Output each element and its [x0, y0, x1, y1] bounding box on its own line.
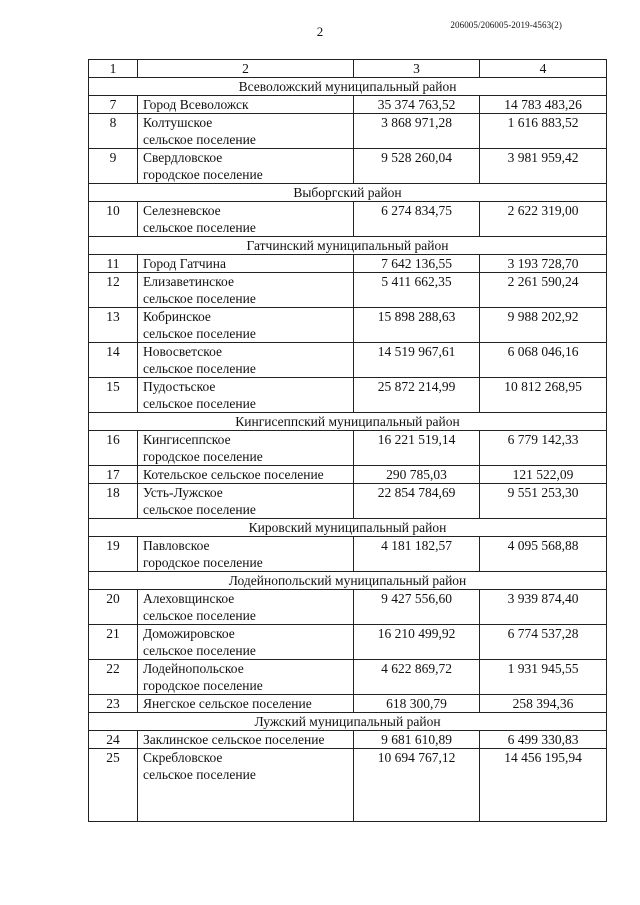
value-col3: 4 622 869,72 — [354, 660, 480, 695]
value-col4: 2 261 590,24 — [480, 273, 607, 308]
section-title: Кировский муниципальный район — [89, 519, 607, 537]
settlement-name: Селезневское сельское поселение — [138, 202, 354, 237]
value-col4: 4 095 568,88 — [480, 537, 607, 572]
value-col3: 5 411 662,35 — [354, 273, 480, 308]
section-header-row — [89, 413, 607, 431]
settlement-name: Город Гатчина — [138, 255, 354, 273]
table-row — [89, 466, 607, 484]
table-row — [89, 343, 607, 378]
settlement-name: Кобринское сельское поселение — [138, 308, 354, 343]
value-col4: 14 783 483,26 — [480, 96, 607, 114]
section-header-row — [89, 519, 607, 537]
value-col3: 9 427 556,60 — [354, 590, 480, 625]
settlement-name: Скребловское сельское поселение — [138, 749, 354, 822]
table-row — [89, 149, 607, 184]
settlement-name: Усть-Лужское сельское поселение — [138, 484, 354, 519]
value-col4: 9 551 253,30 — [480, 484, 607, 519]
value-col3: 10 694 767,12 — [354, 749, 480, 822]
value-col3: 35 374 763,52 — [354, 96, 480, 114]
settlement-name: Кингисеппское городское поселение — [138, 431, 354, 466]
table-row — [89, 378, 607, 413]
row-number: 19 — [89, 537, 138, 572]
row-number: 14 — [89, 343, 138, 378]
row-number: 17 — [89, 466, 138, 484]
row-number: 16 — [89, 431, 138, 466]
value-col4: 10 812 268,95 — [480, 378, 607, 413]
value-col3: 16 210 499,92 — [354, 625, 480, 660]
row-number: 25 — [89, 749, 138, 822]
section-header-row — [89, 713, 607, 731]
settlement-name: Алеховщинское сельское поселение — [138, 590, 354, 625]
value-col4: 9 988 202,92 — [480, 308, 607, 343]
column-header-row — [89, 60, 607, 78]
section-title: Гатчинский муниципальный район — [89, 237, 607, 255]
settlement-name: Янегское сельское поселение — [138, 695, 354, 713]
value-col3: 7 642 136,55 — [354, 255, 480, 273]
settlement-name: Свердловское городское поселение — [138, 149, 354, 184]
column-header: 4 — [480, 60, 607, 78]
settlement-name: Новосветское сельское поселение — [138, 343, 354, 378]
section-title: Лужский муниципальный район — [89, 713, 607, 731]
value-col4: 6 068 046,16 — [480, 343, 607, 378]
value-col4: 6 779 142,33 — [480, 431, 607, 466]
document-id: 206005/206005-2019-4563(2) — [450, 20, 562, 30]
value-col4: 258 394,36 — [480, 695, 607, 713]
row-number: 7 — [89, 96, 138, 114]
table-row — [89, 731, 607, 749]
value-col4: 121 522,09 — [480, 466, 607, 484]
section-title: Выборгский район — [89, 184, 607, 202]
value-col4: 3 939 874,40 — [480, 590, 607, 625]
table-body — [89, 60, 607, 822]
row-number: 12 — [89, 273, 138, 308]
table-row — [89, 255, 607, 273]
section-title: Лодейнопольский муниципальный район — [89, 572, 607, 590]
settlement-name: Заклинское сельское поселение — [138, 731, 354, 749]
budget-table — [88, 59, 607, 822]
row-number: 22 — [89, 660, 138, 695]
row-number: 10 — [89, 202, 138, 237]
table-row — [89, 695, 607, 713]
row-number: 8 — [89, 114, 138, 149]
value-col3: 22 854 784,69 — [354, 484, 480, 519]
value-col3: 6 274 834,75 — [354, 202, 480, 237]
section-header-row — [89, 237, 607, 255]
value-col3: 3 868 971,28 — [354, 114, 480, 149]
value-col4: 1 931 945,55 — [480, 660, 607, 695]
value-col4: 6 774 537,28 — [480, 625, 607, 660]
row-number: 9 — [89, 149, 138, 184]
page-number: 2 — [316, 24, 324, 39]
settlement-name: Лодейнопольское городское поселение — [138, 660, 354, 695]
column-header: 3 — [354, 60, 480, 78]
row-number: 23 — [89, 695, 138, 713]
settlement-name: Павловское городское поселение — [138, 537, 354, 572]
section-title: Кингисеппский муниципальный район — [89, 413, 607, 431]
row-number: 20 — [89, 590, 138, 625]
table-row — [89, 625, 607, 660]
row-number: 21 — [89, 625, 138, 660]
value-col4: 14 456 195,94 — [480, 749, 607, 822]
section-header-row — [89, 78, 607, 96]
settlement-name: Доможировское сельское поселение — [138, 625, 354, 660]
settlement-name: Котельское сельское поселение — [138, 466, 354, 484]
table-row — [89, 308, 607, 343]
table-row — [89, 202, 607, 237]
value-col3: 16 221 519,14 — [354, 431, 480, 466]
column-header: 2 — [138, 60, 354, 78]
settlement-name: Город Всеволожск — [138, 96, 354, 114]
section-header-row — [89, 572, 607, 590]
table-row — [89, 660, 607, 695]
column-header: 1 — [89, 60, 138, 78]
settlement-name: Елизаветинское сельское поселение — [138, 273, 354, 308]
row-number: 15 — [89, 378, 138, 413]
row-number: 24 — [89, 731, 138, 749]
value-col3: 14 519 967,61 — [354, 343, 480, 378]
table-row — [89, 590, 607, 625]
value-col3: 618 300,79 — [354, 695, 480, 713]
table-row — [89, 537, 607, 572]
value-col4: 3 193 728,70 — [480, 255, 607, 273]
settlement-name: Колтушское сельское поселение — [138, 114, 354, 149]
value-col3: 25 872 214,99 — [354, 378, 480, 413]
value-col3: 4 181 182,57 — [354, 537, 480, 572]
table-row — [89, 96, 607, 114]
table-row — [89, 484, 607, 519]
section-title: Всеволожский муниципальный район — [89, 78, 607, 96]
value-col4: 2 622 319,00 — [480, 202, 607, 237]
row-number: 18 — [89, 484, 138, 519]
row-number: 11 — [89, 255, 138, 273]
value-col4: 1 616 883,52 — [480, 114, 607, 149]
row-number: 13 — [89, 308, 138, 343]
table-row — [89, 431, 607, 466]
section-header-row — [89, 184, 607, 202]
value-col3: 290 785,03 — [354, 466, 480, 484]
table-row — [89, 114, 607, 149]
value-col3: 15 898 288,63 — [354, 308, 480, 343]
value-col3: 9 528 260,04 — [354, 149, 480, 184]
value-col4: 6 499 330,83 — [480, 731, 607, 749]
value-col4: 3 981 959,42 — [480, 149, 607, 184]
table-row — [89, 749, 607, 822]
table-row — [89, 273, 607, 308]
settlement-name: Пудостьское сельское поселение — [138, 378, 354, 413]
value-col3: 9 681 610,89 — [354, 731, 480, 749]
